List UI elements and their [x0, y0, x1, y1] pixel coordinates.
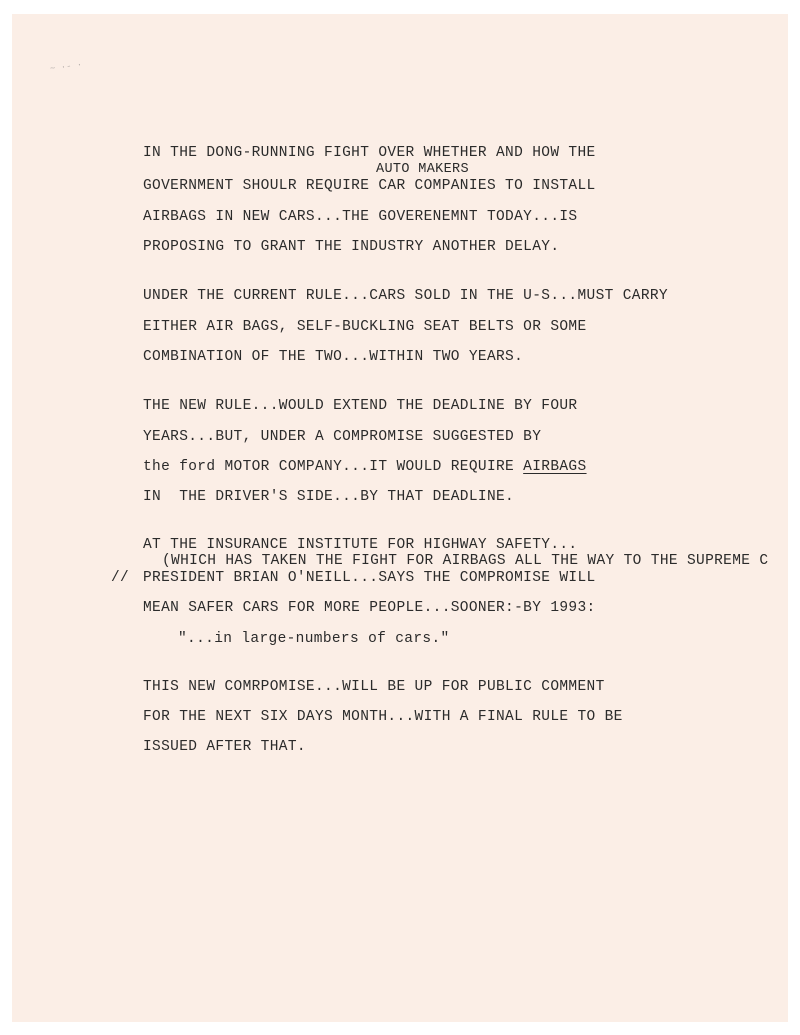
margin-slashes: //	[111, 570, 130, 586]
text-line-10	[143, 458, 587, 476]
text-line-6: EITHER AIR BAGS, SELF-BUCKLING SEAT BELTS OR SOME	[143, 319, 587, 335]
text-line-7: COMBINATION OF THE TWO...WITHIN TWO YEARS.	[143, 349, 524, 365]
text-line-14: PRESIDENT BRIAN O'NEILL...SAYS THE COMPROMISE WILL	[143, 570, 596, 586]
text-line-18: FOR THE NEXT SIX DAYS MONTH...WITH A FINAL RULE TO BE	[143, 709, 623, 725]
text-line-5: UNDER THE CURRENT RULE...CARS SOLD IN THE U-S...MUST CARRY	[143, 288, 668, 304]
text-line-9: YEARS...BUT, UNDER A COMPROMISE SUGGESTED BY	[143, 429, 542, 445]
typed-page	[12, 14, 788, 1022]
underlined-airbags: AIRBAGS	[523, 459, 587, 475]
text-line-10-main: the ford MOTOR COMPANY...IT WOULD REQUIRE	[143, 459, 524, 475]
text-line-2: GOVERNMENT SHOULR REQUIRE CAR COMPANIES TO INSTALL	[143, 178, 596, 194]
pencil-mark: ~ ·- ·	[49, 59, 83, 75]
text-line-3: AIRBAGS IN NEW CARS...THE GOVERENEMNT TODAY...IS	[143, 209, 578, 225]
text-line-17: THIS NEW COMRPOMISE...WILL BE UP FOR PUBLIC COMMENT	[143, 679, 605, 695]
text-line-4: PROPOSING TO GRANT THE INDUSTRY ANOTHER DELAY.	[143, 239, 560, 255]
text-line-13: (WHICH HAS TAKEN THE FIGHT FOR AIRBAGS ALL THE WAY TO THE SUPREME C	[162, 553, 769, 569]
quote-line: "...in large-numbers of cars."	[178, 631, 450, 647]
text-line-12: AT THE INSURANCE INSTITUTE FOR HIGHWAY SAFETY...	[143, 537, 578, 553]
text-line-11: IN THE DRIVER'S SIDE...BY THAT DEADLINE.	[143, 489, 515, 505]
text-line-1: IN THE DONG-RUNNING FIGHT OVER WHETHER AND HOW THE	[143, 145, 596, 161]
text-line-15: MEAN SAFER CARS FOR MORE PEOPLE...SOONER:-BY 1993:	[143, 600, 596, 616]
handwritten-insert: AUTO MAKERS	[376, 162, 469, 177]
text-line-19: ISSUED AFTER THAT.	[143, 739, 306, 755]
text-line-8: THE NEW RULE...WOULD EXTEND THE DEADLINE BY FOUR	[143, 398, 578, 414]
